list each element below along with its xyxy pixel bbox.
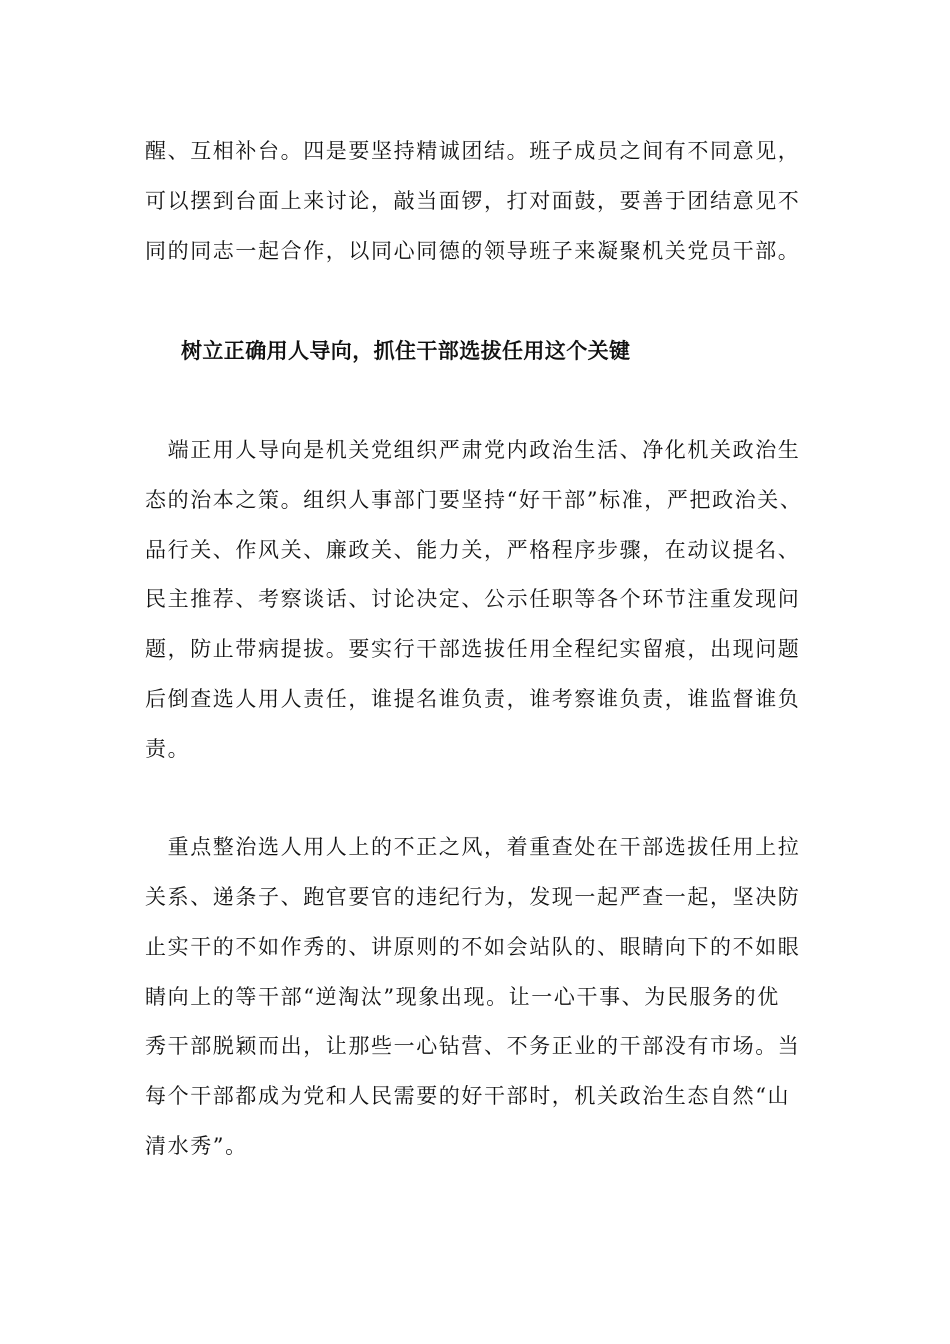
paragraph-1-line-3: 同的同志一起合作，以同心同德的领导班子来凝聚机关党员干部。 (145, 239, 801, 263)
paragraph-3-line-6: 每个干部都成为党和人民需要的好干部时，机关政治生态自然“山 (145, 1084, 791, 1108)
paragraph-2-line-2: 态的治本之策。组织人事部门要坚持“好干部”标准，严把政治关、 (145, 488, 803, 512)
paragraph-2-line-1: 端正用人导向是机关党组织严肃党内政治生活、净化机关政治生 (145, 438, 801, 462)
paragraph-1-line-1: 醒、互相补台。四是要坚持精诚团结。班子成员之间有不同意见， (145, 139, 801, 163)
section-heading: 树立正确用人导向，抓住干部选拔任用这个关键 (181, 338, 631, 363)
paragraph-1-line-2: 可以摆到台面上来讨论，敲当面锣，打对面鼓，要善于团结意见不 (145, 189, 801, 213)
paragraph-2-line-4: 民主推荐、考察谈话、讨论决定、公示任职等各个环节注重发现问 (145, 587, 801, 611)
paragraph-3-line-4: 睛向上的等干部“逆淘汰”现象出现。让一心干事、为民服务的优 (145, 985, 780, 1009)
paragraph-3-line-5: 秀干部脱颖而出，让那些一心钻营、不务正业的干部没有市场。当 (145, 1034, 801, 1058)
paragraph-3-line-2: 关系、递条子、跑官要官的违纪行为，发现一起严查一起，坚决防 (145, 885, 801, 909)
paragraph-2-line-6: 后倒查选人用人责任，谁提名谁负责，谁考察谁负责，谁监督谁负 (145, 687, 801, 711)
paragraph-2-line-5: 题，防止带病提拔。要实行干部选拔任用全程纪实留痕，出现问题 (145, 637, 801, 661)
paragraph-3-line-1: 重点整治选人用人上的不正之风，着重查处在干部选拔任用上拉 (145, 835, 801, 859)
paragraph-2-line-3: 品行关、作风关、廉政关、能力关，严格程序步骤，在动议提名、 (145, 538, 801, 562)
paragraph-3-line-7: 清水秀”。 (145, 1134, 248, 1158)
paragraph-2-line-7: 责。 (145, 737, 191, 761)
paragraph-3-line-3: 止实干的不如作秀的、讲原则的不如会站队的、眼睛向下的不如眼 (145, 935, 801, 959)
